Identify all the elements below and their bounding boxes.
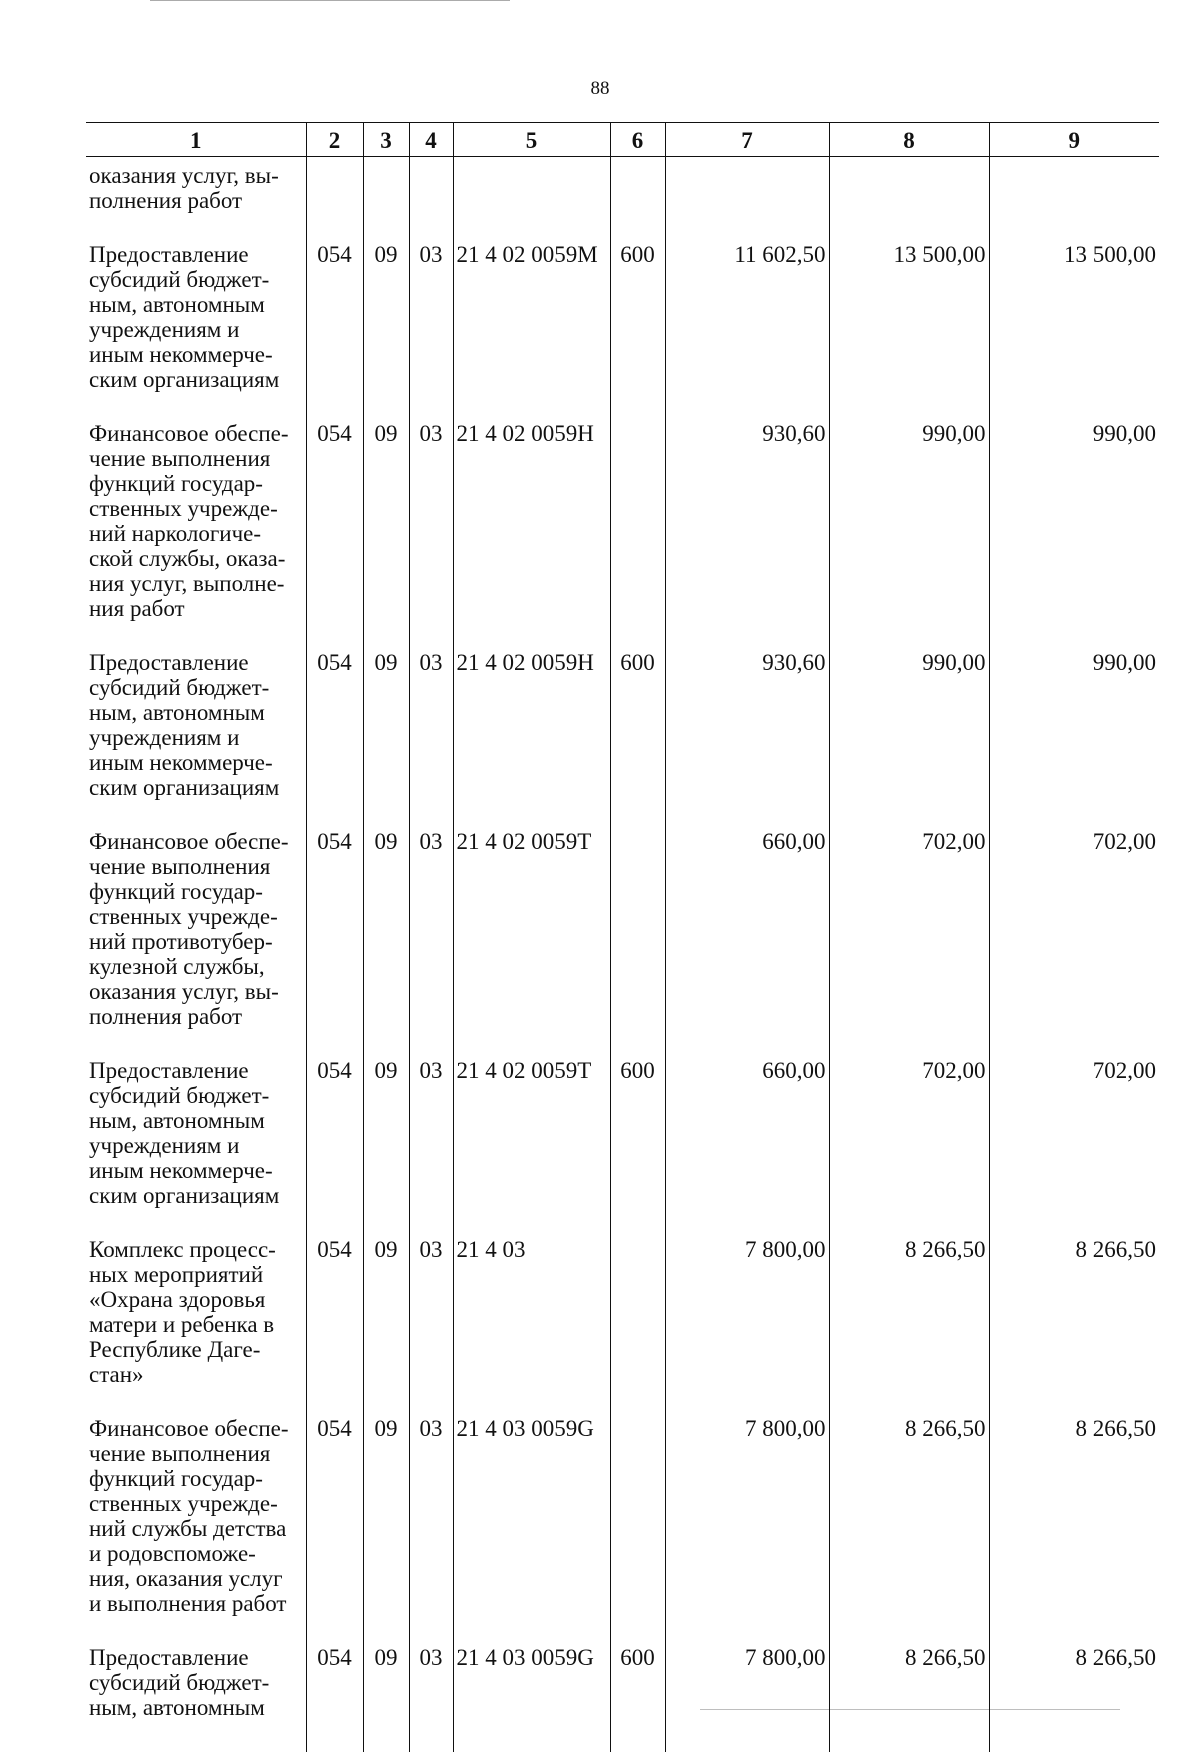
row-amount-col7 [665,157,829,243]
row-amount-col9: 8 266,50 [989,1645,1159,1752]
row-subsection-code: 03 [409,1645,453,1752]
row-section-code: 09 [363,242,409,421]
row-amount-col9: 702,00 [989,829,1159,1058]
table-row [86,421,1159,650]
col-header-7: 7 [665,123,829,157]
row-section-code: 09 [363,421,409,650]
row-subsection-code: 03 [409,1058,453,1237]
row-ministry-code: 054 [306,421,363,650]
row-expense-type [610,157,665,243]
row-target-article: 21 4 02 0059T [453,829,610,1058]
row-amount-col8: 702,00 [829,829,989,1058]
row-amount-col8: 13 500,00 [829,242,989,421]
row-expense-type: 600 [610,650,665,829]
row-ministry-code: 054 [306,1058,363,1237]
header-row [86,123,1159,157]
row-expense-type [610,829,665,1058]
row-target-article: 21 4 02 0059M [453,242,610,421]
row-description: оказания услуг, вы- полнения работ [86,157,306,243]
row-expense-type [610,1416,665,1645]
row-expense-type [610,1237,665,1416]
row-target-article: 21 4 03 0059G [453,1645,610,1752]
row-section-code: 09 [363,1058,409,1237]
row-amount-col8: 990,00 [829,650,989,829]
row-description: Предоставление субсидий бюджет- ным, автономным учреждениям и иным некоммерче- ским организациям [86,1058,306,1237]
row-subsection-code: 03 [409,1237,453,1416]
row-subsection-code: 03 [409,421,453,650]
row-subsection-code: 03 [409,829,453,1058]
row-ministry-code: 054 [306,1237,363,1416]
row-section-code: 09 [363,829,409,1058]
row-target-article: 21 4 02 0059T [453,1058,610,1237]
row-subsection-code [409,157,453,243]
table-row [86,1058,1159,1237]
table-row [86,829,1159,1058]
row-subsection-code: 03 [409,1416,453,1645]
col-header-6: 6 [610,123,665,157]
row-target-article: 21 4 03 [453,1237,610,1416]
row-target-article: 21 4 02 0059H [453,421,610,650]
row-amount-col8: 702,00 [829,1058,989,1237]
table-row [86,242,1159,421]
col-header-5: 5 [453,123,610,157]
row-subsection-code: 03 [409,650,453,829]
row-amount-col9: 990,00 [989,650,1159,829]
table-row [86,1645,1159,1752]
row-description: Финансовое обеспе- чение выполнения функций государ- ственных учрежде- ний службы детства и родовспоможе- ния, оказания услуг и выполнения работ [86,1416,306,1645]
row-section-code: 09 [363,1237,409,1416]
row-section-code: 09 [363,1645,409,1752]
table-row [86,650,1159,829]
row-expense-type [610,421,665,650]
col-header-3: 3 [363,123,409,157]
row-amount-col8: 990,00 [829,421,989,650]
row-amount-col7: 7 800,00 [665,1237,829,1416]
row-amount-col8: 8 266,50 [829,1237,989,1416]
row-description: Финансовое обеспе- чение выполнения функций государ- ственных учрежде- ний противотубер- кулезной службы, оказания услуг, вы- полнения работ [86,829,306,1058]
col-header-1: 1 [86,123,306,157]
row-section-code: 09 [363,650,409,829]
row-description: Финансовое обеспе- чение выполнения функций государ- ственных учрежде- ний наркологиче- ской службы, оказа- ния услуг, выполне- ния работ [86,421,306,650]
row-section-code: 09 [363,1416,409,1645]
row-amount-col9 [989,157,1159,243]
row-amount-col9: 702,00 [989,1058,1159,1237]
row-amount-col9: 8 266,50 [989,1237,1159,1416]
row-amount-col7: 930,60 [665,650,829,829]
table-row [86,1237,1159,1416]
row-description: Предоставление субсидий бюджет- ным, автономным учреждениям и иным некоммерче- ским организациям [86,242,306,421]
col-header-9: 9 [989,123,1159,157]
row-ministry-code: 054 [306,242,363,421]
scan-artifact-top-line [150,0,510,1]
table-row [86,1416,1159,1645]
row-description: Предоставление субсидий бюджет- ным, автономным учреждениям и иным некоммерче- ским организациям [86,650,306,829]
row-target-article [453,157,610,243]
row-amount-col7: 7 800,00 [665,1645,829,1752]
row-target-article: 21 4 02 0059H [453,650,610,829]
col-header-4: 4 [409,123,453,157]
row-ministry-code: 054 [306,829,363,1058]
row-target-article: 21 4 03 0059G [453,1416,610,1645]
row-amount-col7: 930,60 [665,421,829,650]
row-ministry-code [306,157,363,243]
row-amount-col8: 8 266,50 [829,1645,989,1752]
col-header-2: 2 [306,123,363,157]
row-ministry-code: 054 [306,1416,363,1645]
page-number: 88 [0,78,1200,100]
table-body [86,157,1159,1752]
row-amount-col8: 8 266,50 [829,1416,989,1645]
row-description: Предоставление субсидий бюджет- ным, автономным [86,1645,306,1752]
row-ministry-code: 054 [306,1645,363,1752]
row-amount-col9: 13 500,00 [989,242,1159,421]
budget-table [86,122,1159,1752]
row-expense-type: 600 [610,1645,665,1752]
row-amount-col7: 11 602,50 [665,242,829,421]
row-expense-type: 600 [610,1058,665,1237]
row-amount-col7: 660,00 [665,829,829,1058]
row-description: Комплекс процесс- ных мероприятий «Охрана здоровья матери и ребенка в Республике Даге- стан» [86,1237,306,1416]
table-row [86,157,1159,243]
row-expense-type: 600 [610,242,665,421]
row-amount-col9: 8 266,50 [989,1416,1159,1645]
row-amount-col9: 990,00 [989,421,1159,650]
row-amount-col7: 660,00 [665,1058,829,1237]
row-amount-col7: 7 800,00 [665,1416,829,1645]
row-subsection-code: 03 [409,242,453,421]
row-section-code [363,157,409,243]
row-amount-col8 [829,157,989,243]
col-header-8: 8 [829,123,989,157]
row-ministry-code: 054 [306,650,363,829]
